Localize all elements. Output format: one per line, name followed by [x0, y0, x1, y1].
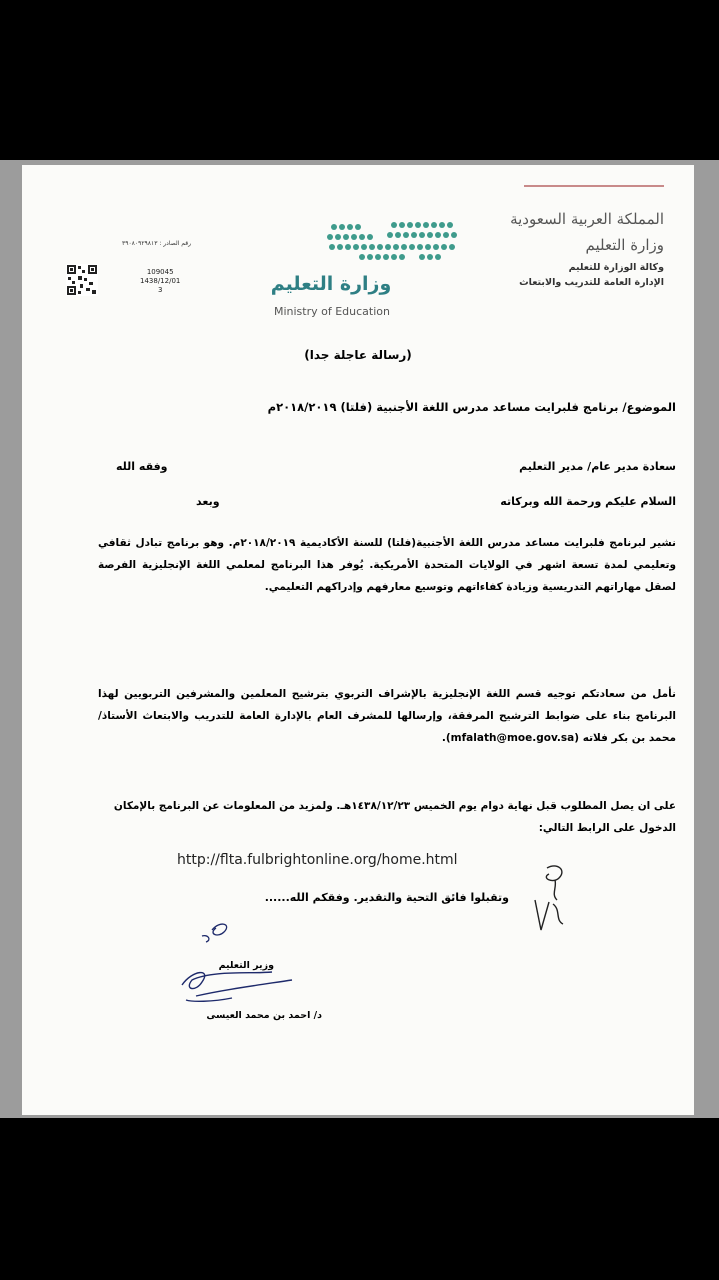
handwritten-initials-icon: [527, 860, 577, 945]
program-link[interactable]: http://flta.fulbrightonline.org/home.html: [177, 852, 458, 868]
document-photo-frame: [0, 160, 719, 1118]
greeting-line: [116, 495, 676, 508]
reference-label: رقم الصادر : ٣٩٠٨٠٩٢٩٨١٣: [122, 240, 192, 247]
qr-code-icon: [66, 264, 98, 296]
body-paragraph-3: على ان يصل المطلوب قبل نهاية دوام يوم الخميس ١٤٣٨/١٢/٢٣هـ. ولمزيد من المعلومات عن البرنامج بالإمكان الدخول على الرابط التالي:: [113, 800, 676, 834]
department-name: الإدارة العامة للتدريب والابتعاث: [519, 277, 664, 288]
logo-dots-icon: [327, 222, 457, 260]
ministry-name-ar: وزارة التعليم: [585, 236, 664, 254]
logo-wordmark-ar: وزارة التعليم: [270, 273, 392, 295]
body-paragraph-1: نشير لبرنامج فلبرايت مساعد مدرس اللغة الأجنبية(فلتا) للسنة الأكاديمية ٢٠١٨/٢٠١٩م. وهو برنامج تبادل ثقافي وتعليمي لمدة تسعة اشهر في الولايات المتحدة الأمريكية. يُوفر هذا البرنامج لمعلمي اللغة الإنجليزية الفرصة لصقل مهاراتهم التدريسية وزيادة كفاءاتهم وتوسيع معارفهم وإدراكهم التعليمي.: [98, 537, 676, 593]
salutation-text: سعادة مدير عام/ مدير التعليم: [519, 460, 676, 473]
salutation-line: [116, 460, 676, 473]
letterhead-rule: [524, 185, 664, 187]
greeting-transition: وبعد: [196, 495, 220, 508]
letter-subject: الموضوع/ برنامج فلبرايت مساعد مدرس اللغة الأجنبية (فلتا) ٢٠١٨/٢٠١٩م: [267, 400, 676, 414]
urgency-notice: (رسالة عاجلة جدا): [304, 348, 412, 362]
closing-line: وتقبلوا فائق التحية والتقدير. وفقكم الله......: [264, 891, 509, 904]
letter-page: [22, 165, 694, 1115]
agency-name: وكالة الوزارة للتعليم: [568, 262, 664, 273]
reference-block: [140, 268, 180, 295]
letterhead-right: [464, 210, 664, 288]
signatory-title: وزير التعليم: [218, 960, 274, 971]
salutation-blessing: وفقه الله: [116, 460, 168, 473]
signatory-name: د/ احمد بن محمد العيسى: [206, 1010, 322, 1021]
body-paragraph-2: نأمل من سعادتكم توجيه قسم اللغة الإنجليزية بالإشراف التربوي بترشيح المعلمين والمشرفين التربويين لهذا البرنامج بناء على ضوابط الترشيح المرفقة، وإرسالها للمشرف العام بالإدارة العامة للتدريب والابتعاث الأستاذ/ محمد بن بكر فلاته (mfalath@moe.gov.sa).: [98, 688, 676, 744]
kingdom-name: المملكة العربية السعودية: [510, 210, 664, 228]
reference-attachments: 3: [157, 286, 163, 294]
reference-date: 1438/12/01: [140, 277, 181, 285]
greeting-text: السلام عليكم ورحمة الله وبركاته: [500, 495, 676, 508]
reference-number: 109045: [146, 268, 174, 276]
logo-wordmark-en: Ministry of Education: [273, 305, 390, 318]
